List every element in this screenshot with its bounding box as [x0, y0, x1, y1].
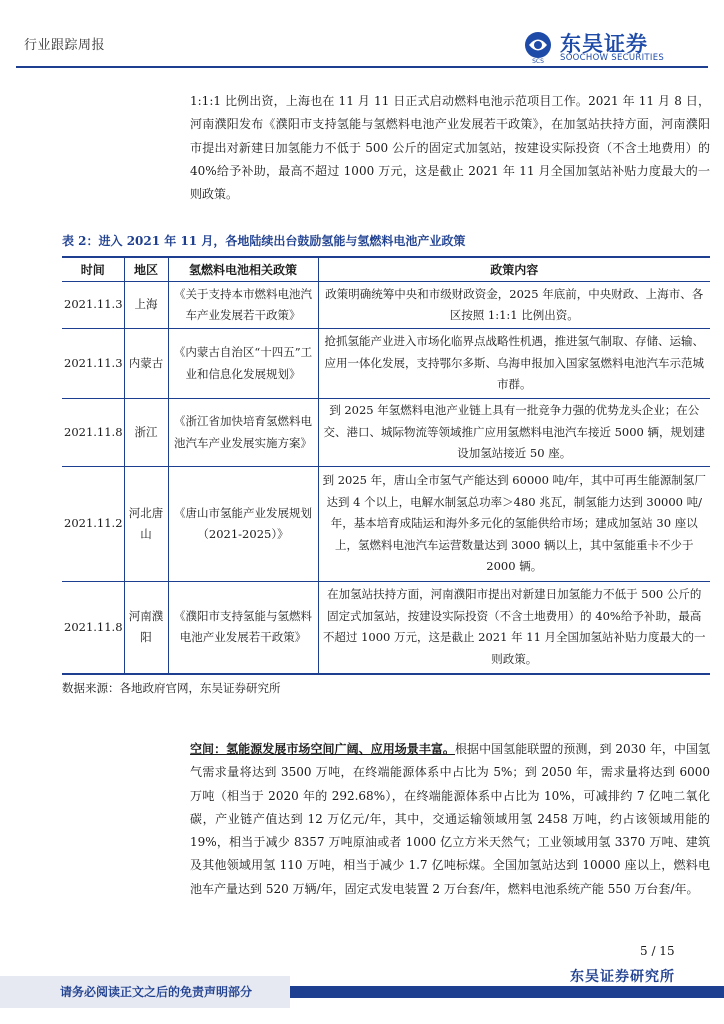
logo-name-en: SOOCHOW SECURITIES — [560, 53, 665, 63]
table-row — [62, 467, 710, 582]
table-row — [62, 399, 710, 467]
row-date: 2021.11.2 — [62, 467, 124, 582]
footer-disclaimer: 请务必阅读正文之后的免责声明部分 — [60, 985, 253, 999]
row-content: 抢抓氢能产业进入市场化临界点战略性机遇，推进氢气制取、存储、运输、应用一体化发展，支持鄂尔多斯、乌海申报加入国家氢燃料电池汽车示范城市群。 — [318, 329, 710, 399]
row-date: 2021.11.3 — [62, 282, 124, 329]
row-region: 内蒙古 — [124, 329, 168, 399]
logo-name-cn: 东吴证券 — [560, 32, 648, 56]
row-content: 到 2025 年氢燃料电池产业链上具有一批竞争力强的优势龙头企业；在公交、港口、城际物流等领域推广应用氢燃料电池汽车接近 5000 辆，规划建设加氢站接近 50 座。 — [318, 399, 710, 467]
row-policy: 《内蒙古自治区“十四五”工业和信息化发展规划》 — [168, 329, 318, 399]
market-space-paragraph — [190, 738, 710, 901]
header-policy: 氢燃料电池相关政策 — [168, 257, 318, 282]
header-content: 政策内容 — [318, 257, 710, 282]
header-date: 时间 — [62, 257, 124, 282]
table-source-note: 数据来源：各地政府官网，东吴证券研究所 — [62, 681, 281, 695]
soochow-logo-icon — [520, 30, 556, 64]
row-policy: 《唐山市氢能产业发展规划（2021-2025）》 — [168, 467, 318, 582]
header-divider — [16, 66, 708, 68]
row-region: 河南濮阳 — [124, 582, 168, 674]
report-section-label: 行业跟踪周报 — [24, 38, 106, 53]
market-space-body: 根据中国氢能联盟的预测，到 2030 年，中国氢气需求量将达到 3500 万吨，在终端能源体系中占比为 5%；到 2050 年，需求量将达到 6000 万吨（相当于 2020 年的 292.68%），在终端能源体系中占比为 10%，可减排约 7 亿吨二氧化碳，产业链产值达到 12 万亿元/年，其中，交通运输领域用氢 2458 万吨，约占该领域用能的 19%，相当于减少 8357 万吨原油或者 1000 亿立方米天然气；工业领域用氢 3370 万吨、建筑及其他领域用氢 110 万吨，相当于减少 1.7 亿吨标煤。全国加氢站达到 10000 座以上，燃料电池车产量达到 520 万辆/年，固定式发电装置 2 万台套/年，燃料电池系统产能 550 万台套/年。 — [190, 742, 710, 896]
footer-institute: 东吴证券研究所 — [570, 969, 675, 985]
row-content: 政策明确统筹中央和市级财政资金，2025 年底前，中央财政、上海市、各区按照 1:1:1 比例出资。 — [318, 282, 710, 329]
row-content: 到 2025 年，唐山全市氢气产能达到 60000 吨/年，其中可再生能源制氢厂达到 4 个以上，电解水制氢总功率＞480 兆瓦，制氢能力达到 30000 吨/年，基本培育成陆运和海外多元化的氢能供给市场；建成加氢站 30 座以上，氢燃料电池汽车运营数量达到 3000 辆以上，其中氢能重卡不少于 2000 辆。 — [318, 467, 710, 582]
table-header-row — [62, 257, 710, 282]
row-date: 2021.11.8 — [62, 582, 124, 674]
table-row — [62, 329, 710, 399]
table-row — [62, 582, 710, 674]
row-date: 2021.11.3 — [62, 329, 124, 399]
row-policy: 《濮阳市支持氢能与氢燃料电池产业发展若干政策》 — [168, 582, 318, 674]
row-region: 浙江 — [124, 399, 168, 467]
logo-mark: SCS — [532, 58, 544, 64]
header-region: 地区 — [124, 257, 168, 282]
table-title: 表 2：进入 2021 年 11 月，各地陆续出台鼓励氢能与氢燃料电池产业政策 — [62, 234, 466, 248]
row-region: 上海 — [124, 282, 168, 329]
page-number: 5 / 15 — [640, 944, 675, 958]
table-row — [62, 282, 710, 329]
row-content: 在加氢站扶持方面，河南濮阳市提出对新建日加氢能力不低于 500 公斤的固定式加氢站，按建设实际投资（不含土地费用）的 40%给予补助，最高不超过 1000 万元，这是截止 2021 年 11 月全国加氢站补贴力度最大的一则政策。 — [318, 582, 710, 674]
intro-paragraph: 1:1:1 比例出资，上海也在 11 月 11 日正式启动燃料电池示范项目工作。2021 年 11 月 8 日，河南濮阳发布《濮阳市支持氢能与氢燃料电池产业发展若干政策》，在加氢站扶持方面，河南濮阳市提出对新建日加氢能力不低于 500 公斤的固定式加氢站，按建设实际投资（不含土地费用）的 40%给予补助，最高不超过 1000 万元，这是截止 2021 年 11 月全国加氢站补贴力度最大的一则政策。 — [190, 94, 710, 202]
row-date: 2021.11.8 — [62, 399, 124, 467]
market-space-lead: 空间：氢能源发展市场空间广阔、应用场景丰富。 — [190, 742, 455, 756]
row-region: 河北唐山 — [124, 467, 168, 582]
policy-table — [62, 256, 710, 675]
row-policy: 《浙江省加快培育氢燃料电池汽车产业发展实施方案》 — [168, 399, 318, 467]
row-policy: 《关于支持本市燃料电池汽车产业发展若干政策》 — [168, 282, 318, 329]
